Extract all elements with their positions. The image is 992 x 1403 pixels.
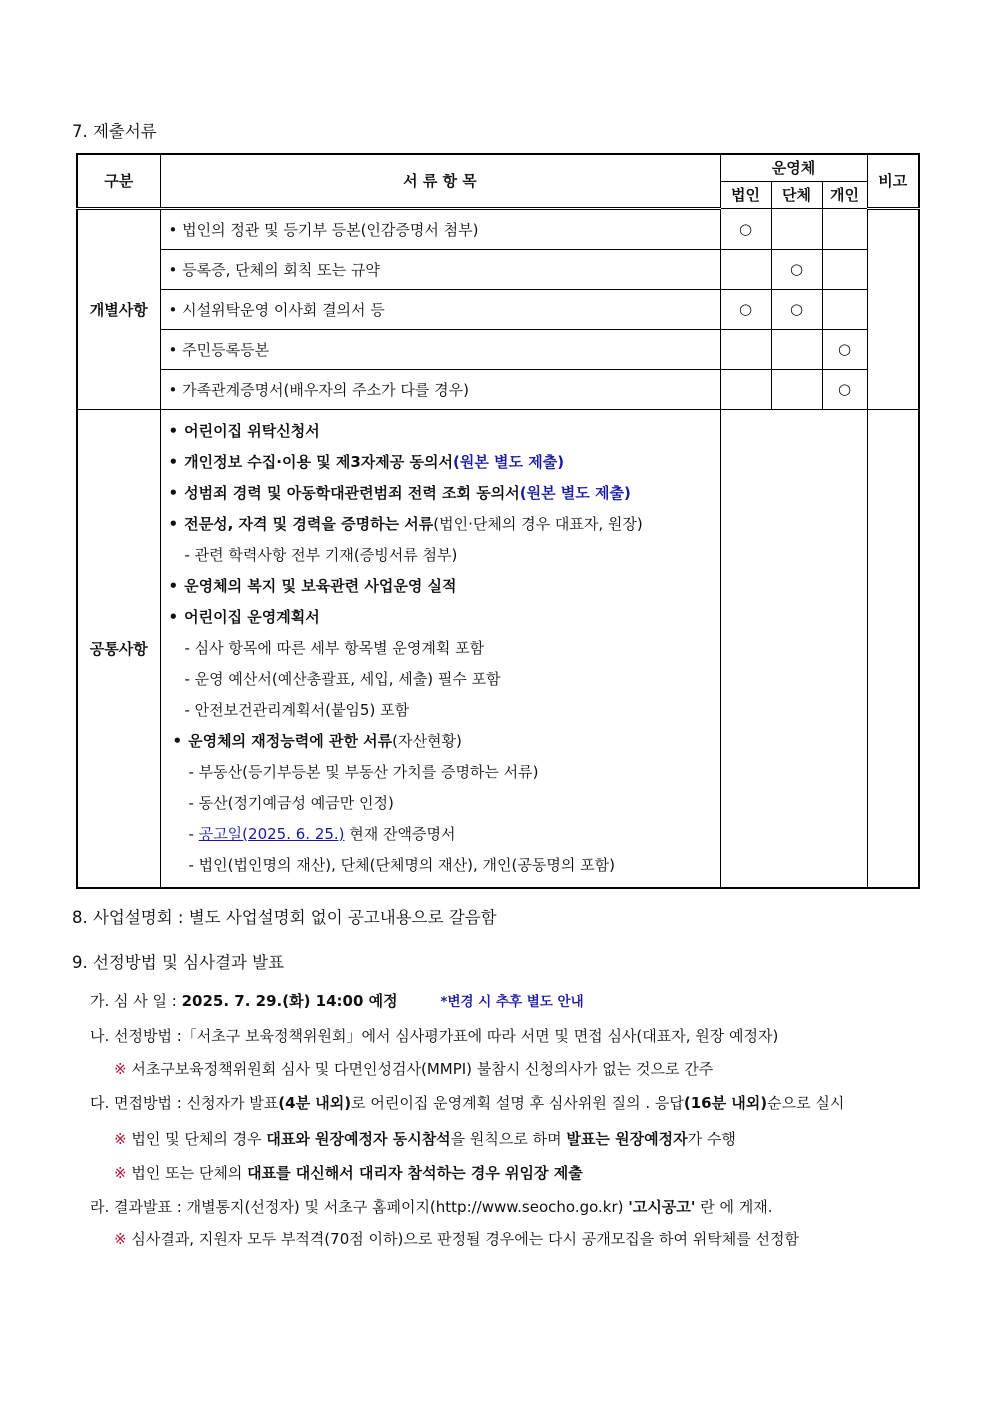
doc-item: • 법인의 정관 및 등기부 등본(인감증명서 첨부) (160, 208, 720, 249)
mark-empty (771, 369, 822, 409)
mark-empty (771, 329, 822, 369)
result-announcement-line: 라. 결과발표 : 개별통지(선정자) 및 서초구 홈페이지(http://www.seocho.go.kr) '고시공고' 란 에 게재. (90, 1198, 773, 1216)
header-group: 단체 (771, 181, 822, 208)
result-note: ※ 심사결과, 지원자 모두 부적격(70점 이하)으로 판정될 경우에는 다시 공개모집을 하여 위탁체를 선정함 (114, 1230, 799, 1248)
header-items: 서 류 항 목 (160, 154, 720, 208)
mark-empty (720, 369, 771, 409)
note-mark-icon: ※ (114, 1130, 127, 1148)
common-line: • 운영체의 재정능력에 관한 서류(자산현황) (172, 731, 462, 750)
common-subline: - 운영 예산서(예산총괄표, 세입, 세출) 필수 포함 (184, 669, 501, 688)
header-operator: 운영체 (720, 154, 867, 181)
common-subline: - 부동산(등기부등본 및 부동산 가치를 증명하는 서류) (188, 762, 539, 781)
interview-note-1: ※ 법인 및 단체의 경우 대표와 원장예정자 동시참석을 원칙으로 하며 발표는 원장예정자가 수행 (114, 1130, 736, 1148)
section-9-title: 9. 선정방법 및 심사결과 발표 (72, 953, 285, 972)
common-line: • 어린이집 운영계획서 (168, 607, 320, 626)
common-category: 공통사항 (77, 409, 160, 888)
common-subline: - 안전보건관리계획서(붙임5) 포함 (184, 700, 410, 719)
mark-empty (822, 289, 867, 329)
doc-item: • 가족관계증명서(배우자의 주소가 다를 경우) (160, 369, 720, 409)
section-7-title: 7. 제출서류 (72, 122, 157, 141)
header-category: 구분 (77, 154, 160, 208)
note-mark-icon: ※ (114, 1060, 127, 1078)
selection-note: ※ 서초구보육정책위원회 심사 및 다면인성검사(MMPI) 불참시 신청의사가 없는 것으로 간주 (114, 1060, 714, 1078)
header-corporation: 법인 (720, 181, 771, 208)
interview-note-2: ※ 법인 또는 단체의 대표를 대신해서 대리자 참석하는 경우 위임장 제출 (114, 1164, 583, 1182)
individual-category: 개별사항 (77, 208, 160, 409)
announcement-date-link: 공고일(2025. 6. 25.) (198, 824, 345, 843)
common-subline: - 법인(법인명의 재산), 단체(단체명의 재산), 개인(공동명의 포함) (188, 855, 615, 874)
common-subline: - 심사 항목에 따른 세부 항목별 운영계획 포함 (184, 638, 485, 657)
note-mark-icon: ※ (114, 1230, 127, 1248)
interview-method-line: 다. 면접방법 : 신청자가 발표(4분 내외)로 어린이집 운영계획 설명 후 심사위원 질의 . 응답(16분 내외)순으로 실시 (90, 1094, 845, 1112)
mark-corporation: ○ (720, 208, 771, 249)
mark-group: ○ (771, 289, 822, 329)
section-8-title: 8. 사업설명회 : 별도 사업설명회 없이 공고내용으로 갈음함 (72, 908, 497, 927)
mark-individual: ○ (822, 329, 867, 369)
mark-empty (822, 208, 867, 249)
mark-empty (720, 249, 771, 289)
documents-table (76, 153, 920, 889)
common-note-cell (867, 409, 919, 888)
common-line: • 성범죄 경력 및 아동학대관련범죄 전력 조회 동의서(원본 별도 제출) (168, 483, 631, 502)
review-date-line: 가. 심 사 일 : 2025. 7. 29.(화) 14:00 예정 *변경 시 추후 별도 안내 (90, 992, 584, 1010)
common-subline: - 동산(정기예금성 예금만 인정) (188, 793, 394, 812)
doc-item: • 시설위탁운영 이사회 결의서 등 (160, 289, 720, 329)
doc-item: • 주민등록등본 (160, 329, 720, 369)
selection-method-line: 나. 선정방법 :「서초구 보육정책위원회」에서 심사평가표에 따라 서면 및 면접 심사(대표자, 원장 예정자) (90, 1027, 779, 1045)
header-note: 비고 (867, 154, 919, 208)
mark-group: ○ (771, 249, 822, 289)
mark-empty (771, 208, 822, 249)
header-individual: 개인 (822, 181, 867, 208)
common-line: • 운영체의 복지 및 보육관련 사업운영 실적 (168, 576, 457, 595)
common-marks-empty (720, 409, 867, 888)
mark-corporation: ○ (720, 289, 771, 329)
common-line: • 개인정보 수집·이용 및 제3자제공 동의서(원본 별도 제출) (168, 452, 565, 471)
mark-empty (822, 249, 867, 289)
common-line: • 어린이집 위탁신청서 (168, 421, 320, 440)
note-mark-icon: ※ (114, 1164, 127, 1182)
common-subline: - 관련 학력사항 전부 기재(증빙서류 첨부) (184, 545, 458, 564)
common-items (160, 409, 720, 888)
note-cell (867, 208, 919, 409)
common-line: • 전문성, 자격 및 경력을 증명하는 서류(법인·단체의 경우 대표자, 원장) (168, 514, 643, 533)
doc-item: • 등록증, 단체의 회칙 또는 규약 (160, 249, 720, 289)
common-subline: - 공고일(2025. 6. 25.) 현재 잔액증명서 (188, 824, 456, 843)
mark-individual: ○ (822, 369, 867, 409)
mark-empty (720, 329, 771, 369)
